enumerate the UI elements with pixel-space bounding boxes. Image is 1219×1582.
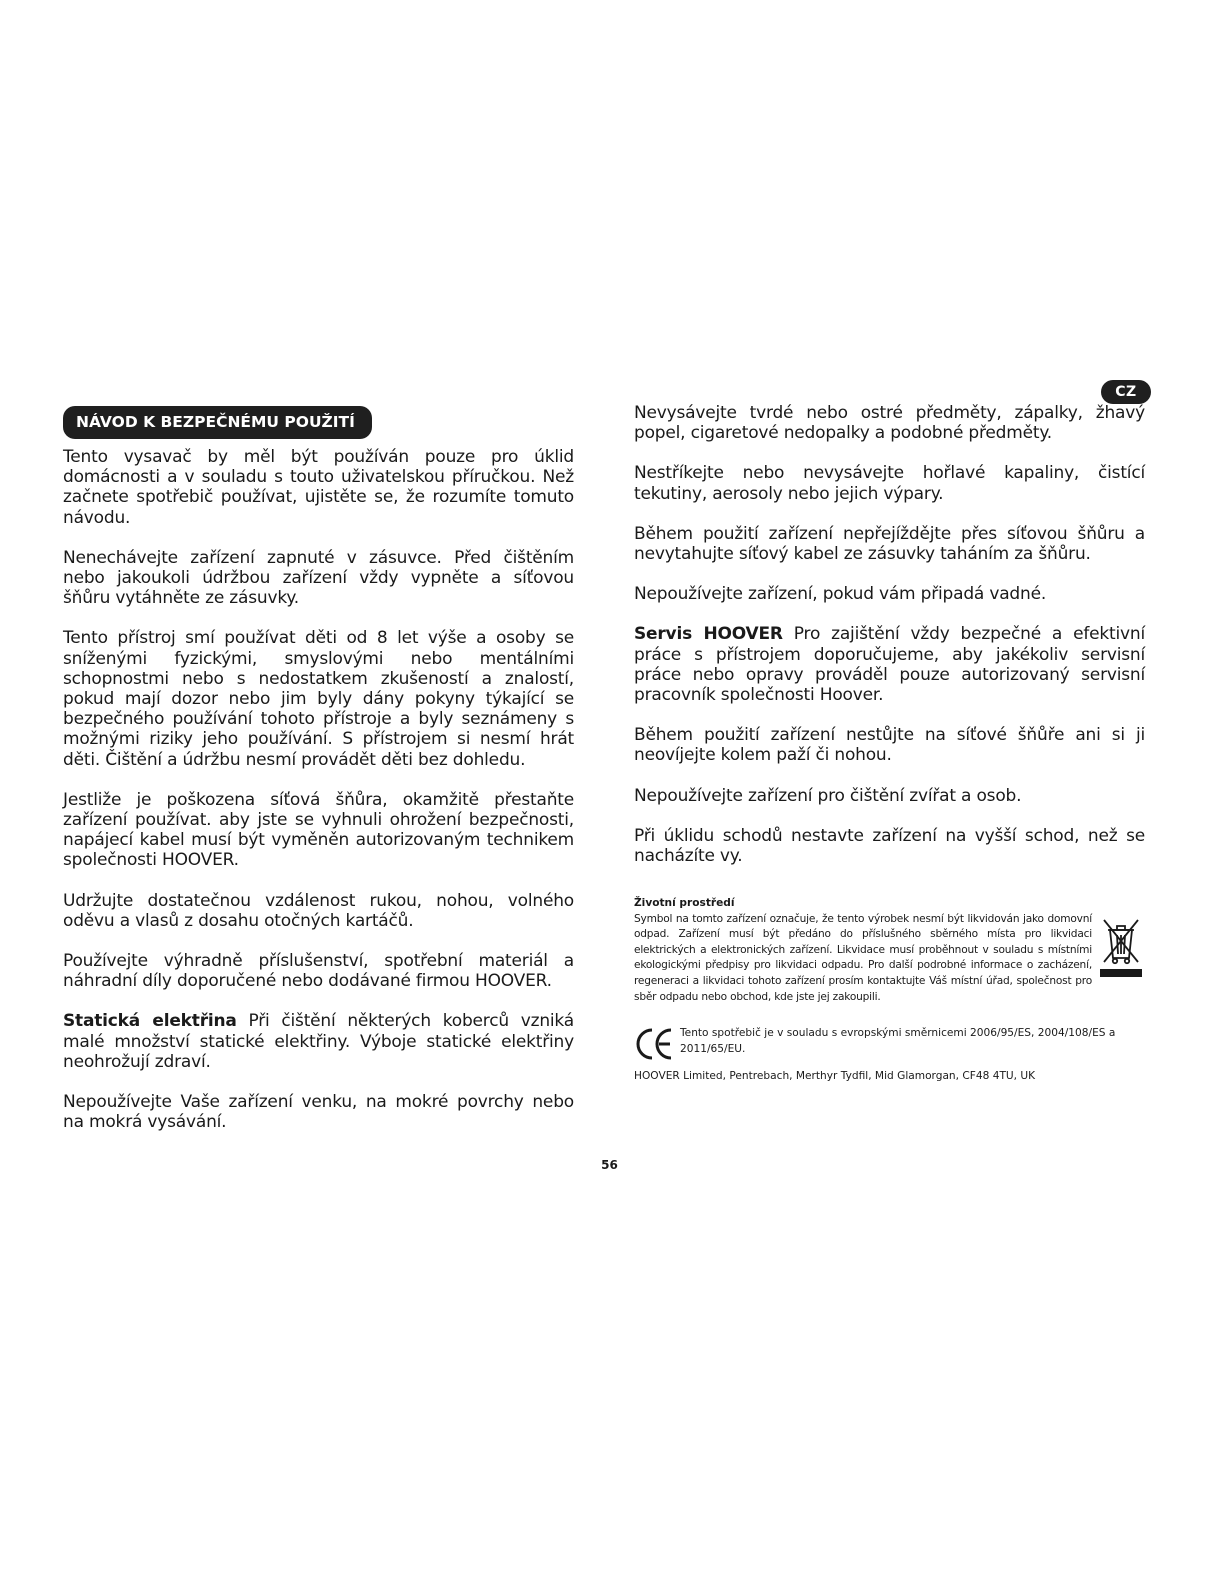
paragraph-static-electricity: Statická elektřina Při čištění některých koberců vzniká malé množství statické elektřiny. Výboje statické elektřiny neohrožují zdraví. [63, 1011, 574, 1072]
environment-title: Životní prostředí [634, 897, 735, 909]
paragraph: Nenechávejte zařízení zapnuté v zásuvce. Před čištěním nebo jakoukoli údržbou zařízení vždy vypněte a síťovou šňůru vytáhněte ze zásuvky. [63, 547, 574, 609]
paragraph: Jestliže je poškozena síťová šňůra, okamžitě přestaňte zařízení používat. aby jste se vyhnuli ohrožení bezpečnosti, napájecí kabel musí být vyměněn autorizovaným technikem společnosti HOOVER. [63, 789, 574, 871]
paragraph: Při úklidu schodů nestavte zařízení na vyšší schod, než se nacházíte vy. [634, 825, 1145, 867]
paragraph: Nepoužívejte zařízení pro čištění zvířat a osob. [634, 785, 1022, 806]
weee-crossed-bin-icon [1098, 916, 1144, 988]
section-title: NÁVOD K BEZPEČNÉMU POUŽITÍ [63, 406, 372, 439]
ce-text: Tento spotřebič je v souladu s evropskými směrnicemi 2006/95/ES, 2004/108/ES a 2011/65/EU. [680, 1027, 1116, 1055]
environment-text: Symbol na tomto zařízení označuje, že tento výrobek nesmí být likvidován jako domovní odpad. Zařízení musí být předáno do příslušného sběrného místa pro likvidaci elektrických a elektronických zařízení. Likvidace musí proběhnout v souladu s místními ekologickými předpisy pro likvidaci odpadu. Pro další podrobné informace o zacházení, regeneraci a likvidaci tohoto zařízení prosím kontaktujte Váš místní úřad, společnost pro sběr odpadu nebo obchod, kde jste jej zakoupili. [634, 912, 1092, 1003]
paragraph: Nepoužívejte Vaše zařízení venku, na mokré povrchy nebo na mokrá vysávání. [63, 1092, 574, 1133]
language-badge: CZ [1101, 380, 1151, 404]
paragraph: Nepoužívejte zařízení, pokud vám připadá vadné. [634, 584, 1047, 605]
paragraph: Nevysávejte tvrdé nebo ostré předměty, zápalky, žhavý popel, cigaretové nedopalky a podobné předměty. [634, 403, 1145, 444]
environment-section [634, 896, 1144, 1005]
paragraph-lead: Servis HOOVER [634, 624, 783, 645]
paragraph: Používejte výhradně příslušenství, spotřební materiál a náhradní díly doporučené nebo dodávané firmou HOOVER. [63, 951, 574, 992]
right-column [634, 403, 1145, 886]
page-number: 56 [601, 1158, 618, 1172]
paragraph: Tento přístroj smí používat děti od 8 let výše a osoby se sníženými fyzickými, smyslovými nebo mentálními schopnostmi nebo s nedostatkem zkušeností a znalostí, pokud mají dozor nebo jim byly dány pokyny týkající se bezpečného používání tohoto přístroje a byly seznámeny s možnými riziky jeho používání. S přístrojem si nesmí hrát děti. Čištění a údržbu nesmí provádět děti bez dohledu. [63, 628, 574, 770]
paragraph: Během použití zařízení nestůjte na síťové šňůře ani si ji neovíjejte kolem paží či nohou. [634, 725, 1145, 766]
paragraph: Během použití zařízení nepřejíždějte přes síťovou šňůru a nevytahujte síťový kabel ze zásuvky taháním za šňůru. [634, 523, 1145, 565]
ce-declaration [634, 1026, 1144, 1066]
left-column [63, 447, 574, 1152]
paragraph-hoover-service: Servis HOOVER Pro zajištění vždy bezpečné a efektivní práce s přístrojem doporučujeme, aby jakékoliv servisní práce nebo opravy prováděl pouze autorizovaný servisní pracovník společnosti Hoover. [634, 624, 1145, 706]
paragraph: Nestříkejte nebo nevysávejte hořlavé kapaliny, čistící tekutiny, aerosoly nebo jejich výpary. [634, 463, 1145, 504]
paragraph: Udržujte dostatečnou vzdálenost rukou, nohou, volného oděvu a vlasů z dosahu otočných kartáčů. [63, 890, 574, 931]
paragraph-lead: Statická elektřina [63, 1011, 237, 1032]
ce-mark-icon [634, 1026, 674, 1066]
paragraph: Tento vysavač by měl být používán pouze pro úklid domácnosti a v souladu s touto uživatelskou příručkou. Než začnete spotřebič používat, ujistěte se, že rozumíte tomuto návodu. [63, 447, 574, 528]
manufacturer-address: HOOVER Limited, Pentrebach, Merthyr Tydfil, Mid Glamorgan, CF48 4TU, UK [634, 1070, 1036, 1082]
